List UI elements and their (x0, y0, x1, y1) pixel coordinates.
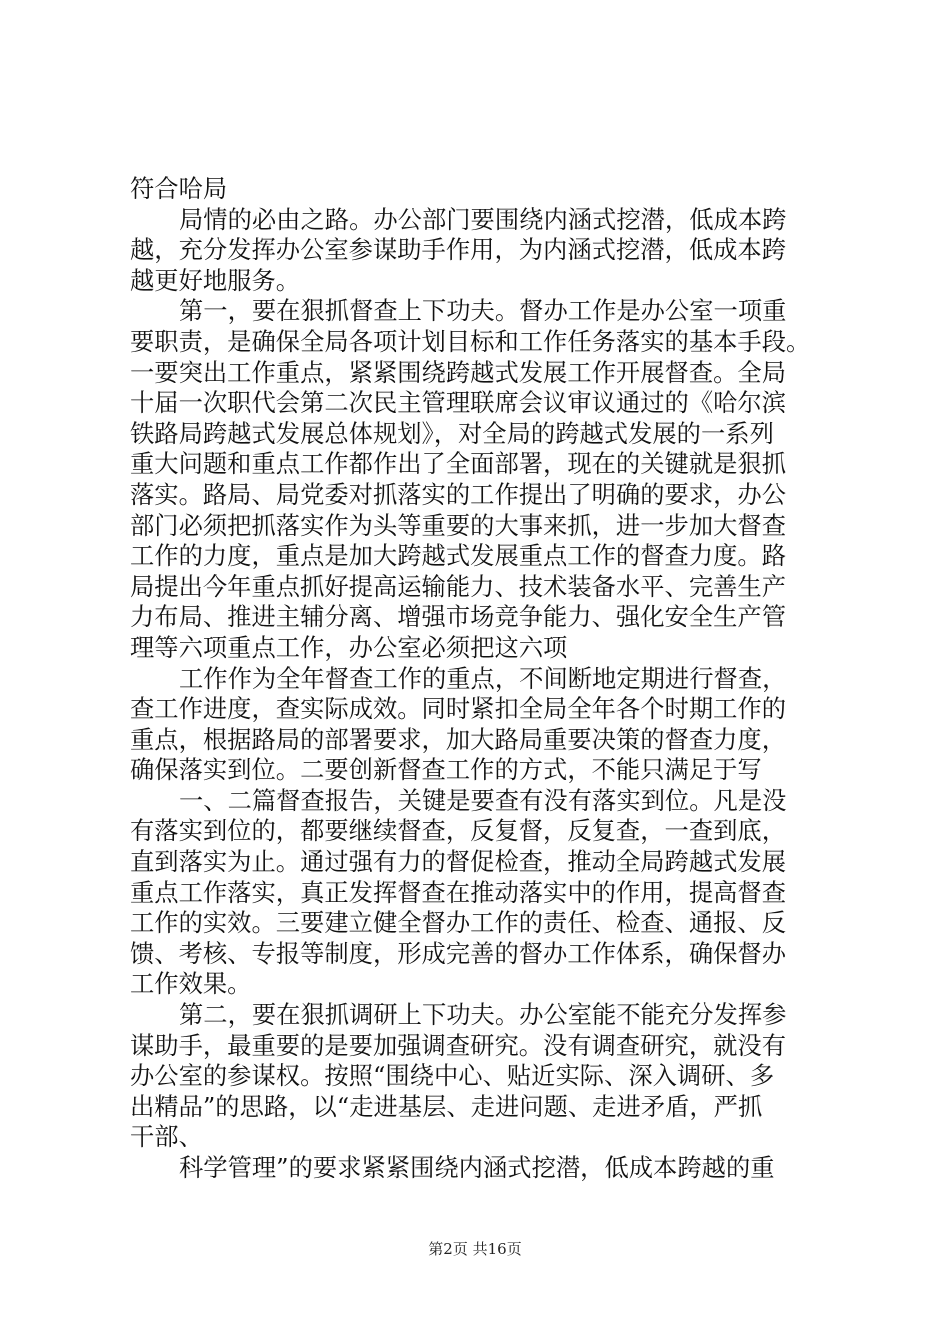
text-line: 符合哈局 (130, 174, 228, 203)
text-line: 办公室的参谋权。按照“围绕中心、贴近实际、深入调研、多 (130, 1061, 775, 1091)
text-line: 工作的实效。三要建立健全督办工作的责任、检查、通报、反 (130, 908, 787, 938)
text-line: 十届一次职代会第二次民主管理联席会议审议通过的《哈尔滨 (130, 388, 787, 418)
document-body (130, 174, 830, 1184)
text-line: 越更好地服务。 (130, 265, 301, 295)
text-line: 出精品”的思路，以“走进基层、走进问题、走进矛盾，严抓 (130, 1091, 763, 1121)
text-line: 部门必须把抓落实作为头等重要的大事来抓，进一步加大督查 (130, 510, 787, 540)
text-line: 第二，要在狠抓调研上下功夫。办公室能不能充分发挥参 (179, 1000, 787, 1030)
text-line: 有落实到位的，都要继续督查，反复督，反复查，一查到底， (130, 816, 787, 846)
text-line: 馈、考核、专报等制度，形成完善的督办工作体系，确保督办 (130, 938, 787, 968)
text-line: 力布局、推进主辅分离、增强市场竞争能力、强化安全生产管 (130, 602, 787, 632)
text-line: 局情的必由之路。办公部门要围绕内涵式挖潜，低成本跨 (179, 204, 787, 234)
text-line: 谋助手，最重要的是要加强调查研究。没有调查研究，就没有 (130, 1030, 787, 1060)
text-line: 重点工作落实，真正发挥督查在推动落实中的作用，提高督查 (130, 877, 787, 907)
text-line: 一要突出工作重点，紧紧围绕跨越式发展工作开展督查。全局 (130, 357, 787, 387)
text-line: 理等六项重点工作，办公室必须把这六项 (130, 632, 568, 662)
page-footer: 第2页 共16页 (428, 1240, 522, 1258)
text-line: 落实。路局、局党委对抓落实的工作提出了明确的要求，办公 (130, 479, 787, 509)
text-line: 要职责，是确保全局各项计划目标和工作任务落实的基本手段。 (130, 326, 811, 356)
text-line: 直到落实为止。通过强有力的督促检查，推动全局跨越式发展 (130, 847, 787, 877)
text-line: 确保落实到位。二要创新督查工作的方式，不能只满足于写 (130, 755, 762, 785)
text-line: 重点，根据路局的部署要求，加大路局重要决策的督查力度， (130, 724, 787, 754)
text-line: 查工作进度，查实际成效。同时紧扣全局全年各个时期工作的 (130, 694, 787, 724)
text-line: 科学管理”的要求紧紧围绕内涵式挖潜，低成本跨越的重 (179, 1153, 775, 1182)
text-line: 重大问题和重点工作都作出了全面部署，现在的关键就是狠抓 (130, 449, 787, 479)
text-line: 第一，要在狠抓督查上下功夫。督办工作是办公室一项重 (179, 296, 787, 326)
text-line: 越，充分发挥办公室参谋助手作用，为内涵式挖潜，低成本跨 (130, 235, 787, 265)
text-line: 工作作为全年督查工作的重点，不间断地定期进行督查， (179, 663, 787, 693)
text-line: 干部、 (130, 1122, 203, 1152)
text-line: 一、二篇督查报告，关键是要查有没有落实到位。凡是没 (179, 785, 787, 815)
text-line: 工作的力度，重点是加大跨越式发展重点工作的督查力度。路 (130, 541, 787, 571)
text-line: 局提出今年重点抓好提高运输能力、技术装备水平、完善生产 (130, 571, 787, 601)
text-line: 铁路局跨越式发展总体规划》，对全局的跨越式发展的一系列 (130, 418, 774, 448)
text-line: 工作效果。 (130, 969, 252, 999)
